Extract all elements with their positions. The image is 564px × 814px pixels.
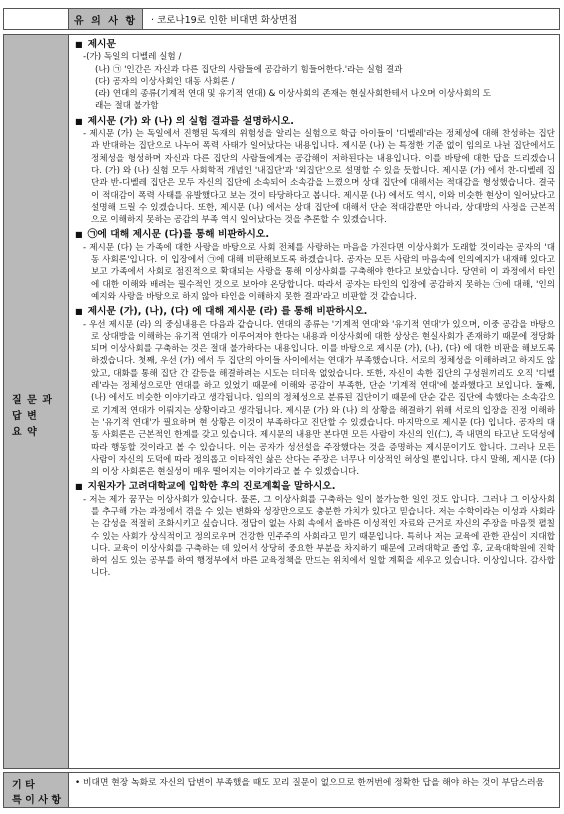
answer-text: - 우선 제시문 (라) 의 중심내용은 다음과 같습니다. 연대의 종류는 '기계적 연대'와 '유기적 연대'가 있으며, 이중 공감을 바탕으로 상대방을 이해하는 유기적 연대가 이루어져야 한다는 내용과 이상사회에 대한 상상은 현실사회가 존재하기 때문에 정당화되며 이상사회를 구축하는 것은 절대 불가하다는 내용입니다. 이를 바탕으로 제시문 (가), (나), (다) 에 대한 비판을 해보도록 하겠습니다. 첫째, 우선 (가) 에서 두 집단의 아이들 사이에서는 연대가 부족했습니다. 서로의 정체성을 이해하려고 하지도 않았고, 대화를 통해 집단 간 갈등을 해결하려는 시도는 더더욱 없었습니다. 또한, 자신이 속한 집단의 구성원끼리도 오직 '디벨레'라는 정체성으로만 연대를 하고 있었기 때문에 이해와 공감이 부족한, 단순 '기계적 연대'에 불과했다고 보입니다. 둘째, (나) 에서도 비슷한 이야기라고 생각됩니다. 임의의 정체성으로 분류된 집단이기 때문에 단순 같은 집단에 속했다는 소속감으로 기계적 연대가 이뤄지는 상황이라고 생각됩니다. 제시문 (가) 와 (나) 의 상황을 해결하기 위해 서로의 입장을 진정 이해하는 '유기적 연대'가 필요하며 현 상황은 이것이 부족하다고 진단할 수 있겠습니다. 마지막으로 제시문 (다) 입니다. 공자의 대동 사회론은 근본적인 한계를 갖고 있습니다. 제시문의 내용만 본다면 모든 사람이 자신의 인(仁), 즉 내면의 타고난 도덕성에 따라 행동할 것이라고 볼 수 있습니다. 이는 공자가 성선설을 주장했다는 것을 증명하는 제시문이기도 합니다. 그러나 모든 사람이 자신의 도덕에 따라 정의롭고 이타적인 삶은 산다는 주장은 너무나 이상적인 허상일 뿐입니다. 다시 말해, 제시문 (다) 의 이상 사회론은 현실성이 매우 떨어지는 이야기라고 볼 수 있겠습니다. (83, 319, 555, 478)
passage-item: (나) ㉠ '인간은 자신과 다른 집단의 사람들에 공감하기 힘들어한다.'라는 실험 결과 (95, 64, 403, 75)
answer-text: - 제시문 (가) 는 독일에서 진행된 독재의 위험성을 알리는 실험으로 학급 아이들이 '디벨레'라는 정체성에 대해 찬성하는 집단과 반대하는 집단으로 나누어 폭력 사태가 일어났다는 내용입니다. 제시문 (나) 는 특정한 기준 없이 임의로 나뉜 집단에서도 정체성을 형성하며 자신과 다른 집단의 사람들에게는 공감해이 저하된다는 내용입니다. 이를 바탕에 대한 답을 드리겠습니다. (가) 와 (나) 실험 모두 사회학적 개념인 '내집단'과 '외집단'으로 설명할 수 있을 듯합니다. 제시문 (가) 에서 찬-디벨레 집단과 반-디벨레 집단은 모두 자신의 집단에 소속되어 소속감을 느꼈으며 상대 집단에 대해서는 적대감을 형성했습니다. 결국 이 적대감이 폭력 사태를 유발했다고 보는 것이 타당하다고 봅니다. 제시문 (나) 에서도 역시, 이와 비슷한 현상이 일어났다고 설명해 드릴 수 있겠습니다. 또한, 제시문 (나) 에서는 상대 집단에 대해서 단순 적대감뿐만 아니라, 상대방의 사정을 근본적으로 이해하지 못하는 공감의 부족 역시 일어났다는 것을 추론할 수 있겠습니다. (83, 129, 555, 226)
row-spacer (4, 9, 68, 29)
remarks-row (3, 772, 560, 808)
qa-summary-label (4, 35, 69, 768)
answer-text: - 제시문 (다) 는 가족에 대한 사랑을 바탕으로 사회 전체를 사랑하는 마음을 가진다면 이상사회가 도래할 것이라는 공자의 '대동 사회론'입니다. 이 입장에서 ㉠에 대해 비판해보도록 하겠습니다. 공자는 모든 사람의 마음속에 인의예지가 내재해 있다고 보고 가족에서 사회로 점진적으로 확대되는 사랑을 통해 이상사회를 구축해야 한다고 보았습니다. 당연히 이 과정에서 타인에 대한 이해와 배려는 필수적인 것으로 보아야 온당합니다. 따라서 공자는 타인의 입장에 공감하지 못하는 ㉠에 대해, '인의예지와 사랑을 바탕으로 하지 않아 타인을 이해하지 못한 결과'라고 비판할 것 같습니다. (83, 242, 555, 302)
qa-label-line2: 답 변 (12, 411, 38, 422)
question-title: ■ 제시문 (가), (나), (다) 에 대해 제시문 (라) 를 통해 비판하시오. (75, 306, 555, 318)
remarks-text: • 비대면 현장 녹화로 자신의 답변이 부족했을 때도 꼬리 질문이 없으므로 한꺼번에 정확한 답을 해야 하는 것이 부담스러움 (75, 778, 545, 788)
qa-content (69, 35, 559, 768)
answer-text: - 저는 제가 꿈꾸는 이상사회가 있습니다. 물론, 그 이상사회를 구축하는 일이 불가능한 일인 것도 압니다. 그러나 그 이상사회를 추구해 가는 과정에서 겪을 수 있는 변화와 성장만으로도 충분한 가치가 있다고 믿습니다. 저는 수학이라는 이성과 사회라는 감성을 적절히 조화시키고 싶습니다. 정답이 없는 사회 속에서 올바른 이성적인 자료와 근거로 자신의 주장을 마음껏 펼칠 수 있는 사회가 상식적이고 정의로우며 건강한 민주주의 사회라고 믿기 때문입니다. 특히나 저는 교육에 관한 관심이 지대합니다. 교육이 이상사회를 구축하는 데 있어서 상당히 중요한 부분을 차지하기 때문에 고려대학교 졸업 후, 교육대학원에 진학하여 심도 있는 공부를 하여 행정부에서 바른 교육정책을 만드는 위치에서 일할 계획을 세우고 있습니다. 이상입니다. 감사합니다. (83, 494, 555, 579)
qa-label-line3: 요 약 (12, 427, 38, 438)
qa-label-line1: 질 문 과 (12, 395, 53, 406)
notes-label: 유 의 사 항 (68, 9, 143, 29)
passage-item: 래는 절대 불가함 (95, 101, 159, 112)
question-title: ■ ㉠에 대해 제시문 (다)를 통해 비판하시오. (75, 229, 555, 241)
notes-row (3, 8, 560, 30)
passage-item: (라) 연대의 종류(기계적 연대 및 유기적 연대) & 이상사회의 존재는 현실사회한테서 나오며 이상사회의 도 (95, 89, 491, 100)
remarks-label-line2: 특 이 사 항 (12, 795, 62, 806)
section-title: ■ 제시문 (75, 39, 555, 51)
qa-summary-row (3, 34, 560, 769)
remarks-label-line1: 기 타 (12, 780, 35, 791)
question-title: ■ 제시문 (가) 와 (나) 의 실험 결과를 설명하시오. (75, 116, 555, 128)
notes-value: · 코로나19로 인한 비대면 화상면접 (151, 15, 298, 26)
question-title: ■ 지원자가 고려대학교에 입학한 후의 진로계획을 말하시오. (75, 481, 555, 493)
remarks-label (4, 773, 69, 807)
passage-item: -(가) 독일의 디벨레 실험 / (83, 52, 182, 63)
passage-item: (다) 공자의 이상사회인 대동 사회론 / (95, 76, 235, 87)
